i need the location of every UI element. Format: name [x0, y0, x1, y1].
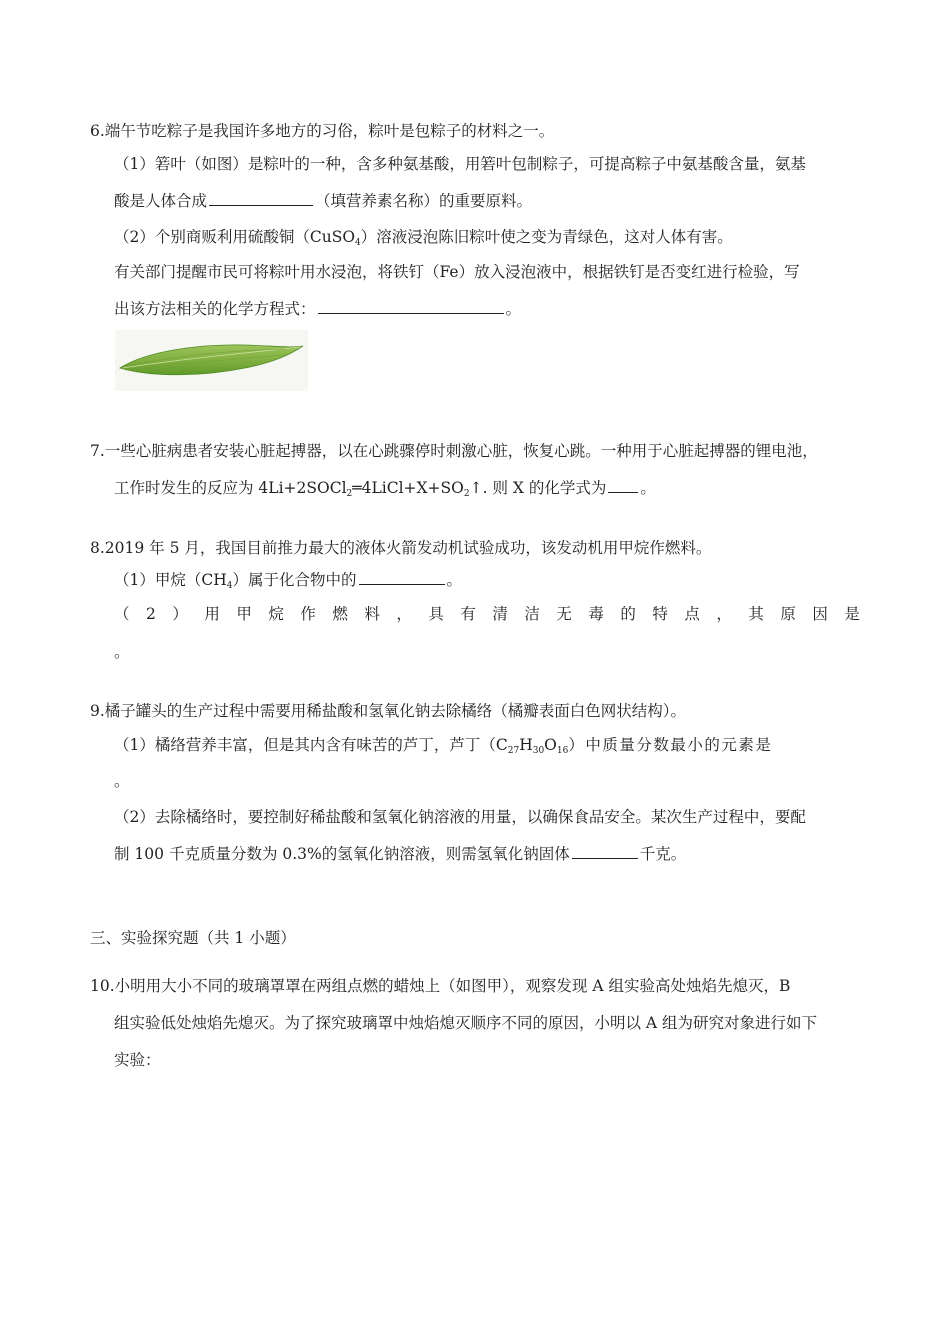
q9-part2-line2 [114, 843, 686, 865]
q9-h: H [519, 736, 533, 754]
q6-part2-end: 。 [505, 300, 522, 318]
q8-part2-char: ， [396, 605, 412, 623]
q6-answer-blank-1[interactable] [209, 190, 313, 206]
q10-line3: 实验： [114, 1051, 161, 1069]
q8-intro: 8.2019 年 5 月，我国目前推力最大的液体火箭发动机试验成功，该发动机用甲烷作燃料。 [90, 539, 712, 557]
q9-part1 [114, 734, 772, 762]
q9-answer-blank[interactable] [572, 843, 638, 859]
section-3-heading: 三、实验探究题（共 1 小题） [90, 929, 296, 947]
q6-part2-text-c: 出该方法相关的化学方程式： [114, 300, 316, 318]
q6-part2-text: （2）个别商贩利用硫酸铜（CuSO [114, 228, 356, 246]
q8-part1 [114, 569, 462, 597]
q6-part2-line2: 有关部门提醒市民可将粽叶用水浸泡，将铁钉（Fe）放入浸泡液中，根据铁钉是否变红进行检验，写 [114, 263, 800, 281]
q6-part2-line1 [114, 226, 733, 254]
q7-end: 。 [640, 479, 656, 497]
q10-line1: 10.小明用大小不同的玻璃罩罩在两组点燃的蜡烛上（如图甲），观察发现 A 组实验高处烛焰先熄灭，B [90, 977, 791, 995]
q8-sub: 4 [226, 581, 233, 591]
q8-part2-char: ） [172, 605, 188, 623]
q7-eq-part2: ═4LiCl+X+SO [352, 479, 464, 497]
q8-part2-char: 毒 [588, 605, 604, 623]
q8-part2-char: 清 [492, 605, 508, 623]
q8-part2-char: 甲 [236, 605, 252, 623]
q8-part2-char: 点 [684, 605, 700, 623]
q6-answer-blank-2[interactable] [318, 298, 504, 314]
q9-sub-h: 30 [532, 746, 545, 756]
q8-part2-char: 原 [780, 605, 796, 623]
q8-part2-char: 料 [364, 605, 380, 623]
q10-line2: 组实验低处烛焰先熄灭。为了探究玻璃罩中烛焰熄灭顺序不同的原因，小明以 A 组为研究对象进行如下 [114, 1014, 818, 1032]
q9-part1-text: （1）橘络营养丰富，但是其内含有味苦的芦丁，芦丁（C [114, 736, 508, 754]
q9-part1-end: 。 [114, 772, 130, 790]
q8-part2-char: ， [716, 605, 732, 623]
q8-part2-char: 因 [812, 605, 828, 623]
q9-part2-text: 制 100 千克质量分数为 0.3%的氢氧化钠溶液，则需氢氧化钠固体 [114, 845, 570, 863]
q6-part1-text-post: （填营养素名称）的重要原料。 [315, 192, 533, 210]
q8-part2-char: 是 [844, 605, 860, 623]
q8-part2-char: 其 [748, 605, 764, 623]
q8-part2-char: 的 [620, 605, 636, 623]
q8-answer-blank[interactable] [359, 569, 445, 585]
q9-part2-line1: （2）去除橘络时，要控制好稀盐酸和氢氧化钠溶液的用量，以确保食品安全。某次生产过程中，要配 [114, 808, 806, 826]
q8-part1-text-post: ）属于化合物中的 [232, 571, 357, 589]
q8-part2-char: 2 [146, 605, 156, 623]
q9-o: O [544, 736, 557, 754]
q8-part2-char: 燃 [332, 605, 348, 623]
q8-part2-char: 具 [428, 605, 444, 623]
q9-part2-end: 千克。 [639, 845, 687, 863]
q8-part2-end: 。 [114, 643, 130, 661]
q7-equation-line [114, 477, 656, 505]
q8-part2-char: 无 [556, 605, 572, 623]
q8-part2-char: 特 [652, 605, 668, 623]
q8-part2-char: （ [114, 605, 130, 623]
q7-eq-part1: 工作时发生的反应为 4Li+2SOCl [114, 479, 347, 497]
q9-sub-c: 27 [507, 746, 520, 756]
q9-intro: 9.橘子罐头的生产过程中需要用稀盐酸和氢氧化钠去除橘络（橘瓣表面白色网状结构）。 [90, 702, 687, 720]
q6-part1-line2 [114, 190, 532, 212]
q6-part1-line1: （1）箬叶（如图）是粽叶的一种，含多种氨基酸，用箬叶包制粽子，可提高粽子中氨基酸含量，氨基 [114, 155, 806, 173]
q7-eq-part3: ↑. 则 X 的化学式为 [469, 479, 607, 497]
q8-part2-justified [114, 603, 860, 625]
q8-part1-end: 。 [446, 571, 463, 589]
q8-part2-char: 作 [300, 605, 316, 623]
q8-part2-char: 用 [204, 605, 220, 623]
q7-sub1: 2 [346, 489, 353, 499]
q8-part1-text: （1）甲烷（CH [114, 571, 227, 589]
q9-part1-text-post: ）中质量分数最小的元素是 [568, 736, 773, 754]
q6-part2-line3 [114, 298, 521, 320]
q7-sub2: 2 [463, 489, 470, 499]
q8-part2-char: 洁 [524, 605, 540, 623]
q8-part2-char: 烷 [268, 605, 284, 623]
bamboo-leaf-image [115, 330, 308, 391]
q7-intro: 7.一些心脏病患者安装心脏起搏器，以在心跳骤停时刺激心脏，恢复心跳。一种用于心脏起搏器的锂电池， [90, 442, 818, 460]
q6-part2-text-post: ）溶液浸泡陈旧粽叶使之变为青绿色，这对人体有害。 [360, 228, 733, 246]
q6-intro: 6.端午节吃粽子是我国许多地方的习俗，粽叶是包粽子的材料之一。 [90, 122, 555, 140]
q6-part1-text: 酸是人体合成 [114, 192, 208, 210]
q6-subscript: 4 [355, 238, 361, 248]
q9-sub-o: 16 [556, 746, 569, 756]
q7-answer-blank[interactable] [608, 477, 638, 493]
q8-part2-char: 有 [460, 605, 476, 623]
